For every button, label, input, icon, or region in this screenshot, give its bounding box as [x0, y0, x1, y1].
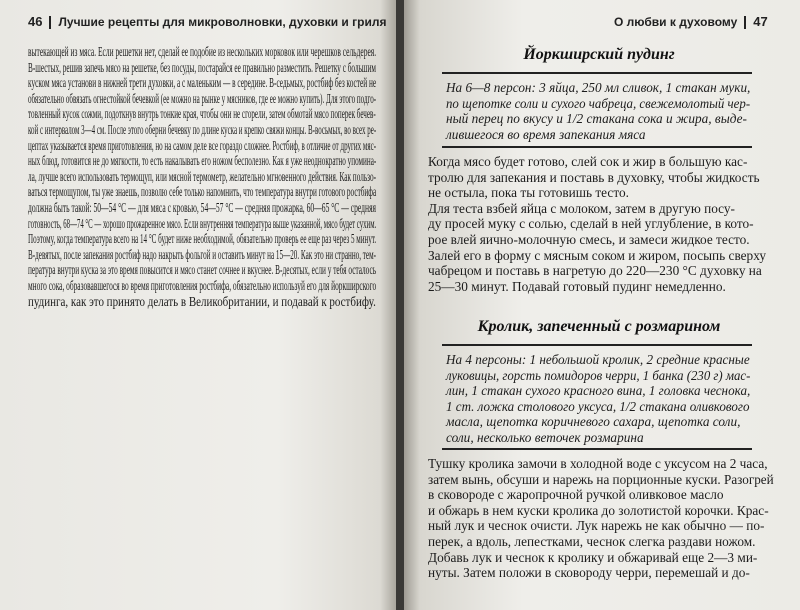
body-text-line: куском мяса установи в нижней трети духовки, а с маленьким — в середине. В-седьмых, ростбиф без костей не: [28, 75, 377, 91]
recipe2-bottom-rule: [442, 448, 752, 450]
recipe1-top-rule: [442, 72, 752, 74]
step-text-line: Добавь лук и чеснок к кролику и обжаривай еще 2—3 ми-: [428, 549, 758, 565]
step-text-line: не остыла, пока ты готовишь тесто.: [428, 185, 629, 201]
recipe1-steps: [428, 154, 774, 294]
body-text-line: В-девятых, после запекания ростбиф надо накрыть фольгой и оставить минут на 15—20. Как это ни странно, тем-: [28, 246, 376, 262]
ingredient-line: лин, 1 стакан сухого красного вина, 1 головка чеснока,: [446, 383, 751, 399]
step-text-line: чабрецом и поставь в нагретую до 220—230 °С духовку на: [428, 263, 762, 279]
step-text-line: и обжарь в нем куски кролика до золотистой корочки. Крас-: [428, 502, 769, 518]
body-text-line: пература внутри куска за это время повысится и мясо станет сочнее и вкуснее. В-десятых, если у тебя осталось: [28, 262, 377, 278]
step-text-line: рое влей яично-молочную смесь, и замеси жидкое тесто.: [428, 231, 750, 247]
left-page-header: [28, 14, 386, 29]
body-text-line: Поэтому, когда температура всего на 14 °C будет ниже необходимой, обязательно проверь ее еще раз через 5 минут.: [28, 231, 377, 247]
right-page-header: [614, 14, 768, 29]
book-gutter: [396, 0, 404, 610]
recipe1-title: Йоркширский пудинг: [523, 46, 675, 63]
recipe1-bottom-rule: [442, 146, 752, 148]
recipe2-top-rule: [442, 344, 752, 346]
left-body-text: [28, 44, 376, 309]
left-page-number: 46: [28, 14, 43, 29]
step-text-line: Тушку кролика замочи в холодной воде с уксусом на 2 часа,: [428, 456, 768, 471]
body-text-line: В-шестых, решив запечь мясо на решетке, без посуды, постарайся ее правильно разместить. Решетку с большим: [28, 59, 376, 75]
body-text-line: обязательно обвязать огнестойкой бечевкой (ее можно на рынке у мясников, где ее можно купить). Для этого подго-: [28, 90, 377, 106]
recipe2-title: Кролик, запеченный с розмарином: [477, 318, 721, 335]
ingredient-line: На 6—8 персон: 3 яйца, 250 мл сливок, 1 стакан муки,: [446, 80, 751, 95]
ingredient-line: 1 ст. ложка столового уксуса, 1/2 стакана оливкового: [446, 398, 750, 414]
body-text-line: должна быть такой: 50—54 °C — для мяса с кровью, 54—57 °C — средняя прожарка, 60—65 °C — средняя: [28, 199, 377, 215]
body-text-line: товленный кусок сожми, подоткнув внутрь тонкие края, чтобы они не сгорели, затем обмотай мясо поперек бечев-: [28, 106, 376, 122]
ingredient-line: масла, щепотка коричневого сахара, щепотка соли,: [446, 414, 741, 430]
recipe2-steps: [428, 456, 774, 581]
left-running-head: Лучшие рецепты для микроволновки, духовки и гриля: [58, 15, 387, 29]
ingredient-line: ный перец по вкусу и 1/2 стакана сока и жира, выде-: [446, 111, 747, 127]
step-text-line: ный лук и чеснок очисти. Лук нарежь не как обычно — по-: [428, 518, 765, 534]
step-text-line: Когда мясо будет готово, слей сок и жир в большую кас-: [428, 154, 748, 169]
step-text-line: Для теста взбей яйца с молоком, затем в другую посу-: [428, 200, 735, 216]
ingredient-line: На 4 персоны: 1 небольшой кролик, 2 средние красные: [446, 352, 750, 367]
ingredient-line: соли, несколько веточек розмарина: [446, 429, 644, 445]
header-divider: [744, 16, 746, 29]
step-text-line: тролю для запекания и поставь в духовку, чтобы жидкость: [428, 169, 760, 185]
body-text-line: ваться термощупом, ты уже знаешь, позволю себе только напомнить, что температура внутри готового ростбифа: [28, 184, 377, 200]
step-text-line: перек, а вдоль, лепестками, чеснок слегка раздави ножом.: [428, 533, 756, 549]
body-text-line: вытекающей из мяса. Если решетки нет, сделай ее подобие из нескольких морковок или черешков сельдерея.: [28, 44, 377, 59]
right-page: [404, 0, 800, 610]
step-text-line: затем вынь, обсуши и нарежь на порционные куски. Разогрей: [428, 471, 774, 487]
step-text-line: Залей его в форму с мясным соком и жиром, посыпь сверху: [428, 247, 766, 263]
recipe2-ingredients: [446, 352, 750, 446]
right-running-head: О любви к духовому: [614, 15, 738, 29]
step-text-line: ду просей муку с солью, сделай в ней углубление, в кото-: [428, 216, 754, 232]
body-text-line: цептах указывается время приготовления, но на самом деле все гораздо сложнее. Ростбиф, в отличие от других мяс-: [28, 137, 377, 153]
right-page-number: 47: [753, 14, 768, 29]
ingredient-line: лившегося во время запекания мяса: [446, 126, 646, 142]
step-text-line: 25—30 минут. Подавай готовый пудинг немедленно.: [428, 278, 726, 294]
body-text-line: готовность, 68—74 °C — хорошо прожаренное мясо. Если внутренняя температура выше указанной, мясо будет сухим.: [28, 215, 377, 231]
left-page: [0, 0, 396, 610]
step-text-line: в сковороде с жаропрочной ручкой оливковое масло: [428, 487, 724, 503]
step-text-line: нуты. Затем положи в сковороду черри, перемешай и до-: [428, 565, 750, 581]
body-text-line: много сока, образовавшегося во время приготовления ростбифа, обязательно используй его для йоркширского: [28, 277, 377, 293]
recipe1-ingredients: [446, 80, 750, 142]
body-text-line: пудинга, как это принято делать в Великобритании, и подавай к ростбифу.: [28, 293, 376, 309]
body-text-line: ла, лучше всего использовать термощуп, или мясной термометр, желательно мгновенного действия. Как пользо-: [28, 168, 377, 184]
body-text-line: ных блюд, готовится не до мягкости, то есть накалывать его ножом бесполезно. Как я уже неоднократно упомина-: [28, 153, 377, 169]
body-text-line: кой с интервалом 3—4 см. После этого оберни бечевку по длине куска и крепко свяжи концы. В-восьмых, во всех ре-: [28, 121, 377, 137]
ingredient-line: луковицы, горсть помидоров черри, 1 банка (230 г) мас-: [446, 367, 751, 383]
header-divider: [49, 16, 51, 29]
ingredient-line: по щепотке соли и сухого чабреца, свежемолотый чер-: [446, 95, 751, 111]
